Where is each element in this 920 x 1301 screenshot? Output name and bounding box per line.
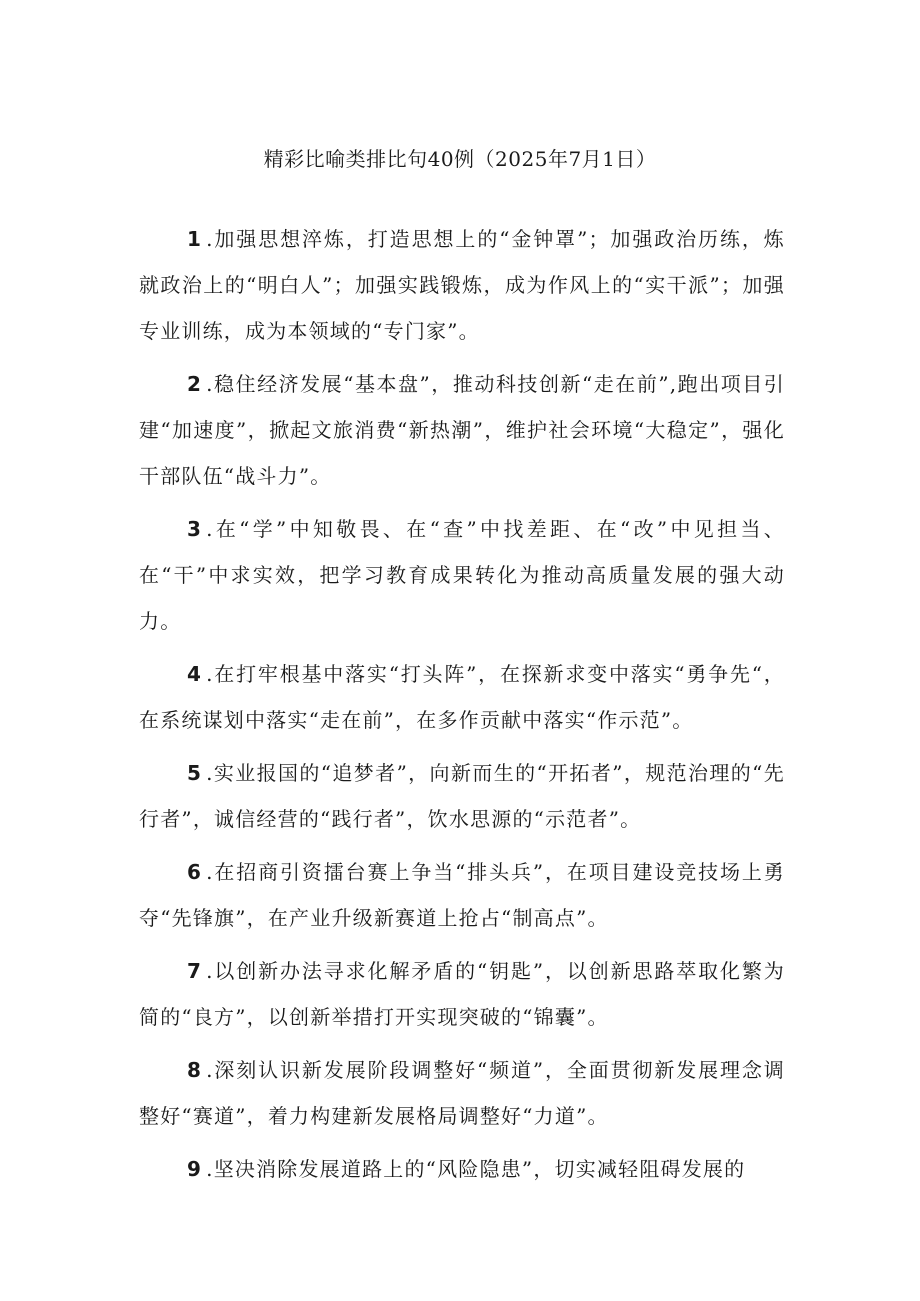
item-number: 2 <box>187 372 203 396</box>
item-separator: . <box>206 372 214 396</box>
item-separator: . <box>206 1058 214 1082</box>
item-text: 以创新办法寻求化解矛盾的“钥匙”，以创新思路萃取化繁为简的“良方”，以创新举措打开实现突破的“锦囊”。 <box>139 959 785 1029</box>
item-separator: . <box>206 860 214 884</box>
item-number: 7 <box>187 959 203 983</box>
item-number: 9 <box>187 1157 203 1181</box>
item-number: 1 <box>187 227 203 251</box>
list-item <box>139 506 785 644</box>
document-title: 精彩比喻类排比句40例（2025年7月1日） <box>263 147 657 171</box>
item-number: 5 <box>187 761 203 785</box>
list-item <box>139 1146 785 1192</box>
list-item <box>139 361 785 499</box>
item-number: 6 <box>187 860 203 884</box>
item-number: 4 <box>187 662 203 686</box>
item-text: 坚决消除发展道路上的“风险隐患”，切实减轻阻碍发展的 <box>213 1157 746 1181</box>
item-text: 实业报国的“追梦者”，向新而生的“开拓者”，规范治理的“先行者”，诚信经营的“践行者”，饮水思源的“示范者”。 <box>139 761 785 831</box>
item-separator: . <box>206 1157 214 1181</box>
document-body <box>139 216 785 1199</box>
item-text: 加强思想淬炼，打造思想上的“金钟罩”；加强政治历练，炼就政治上的“明白人”；加强实践锻炼，成为作风上的“实干派”；加强专业训练，成为本领域的“专门家”。 <box>139 227 785 343</box>
item-text: 在招商引资擂台赛上争当“排头兵”，在项目建设竞技场上勇夺“先锋旗”，在产业升级新赛道上抢占“制高点”。 <box>139 860 785 930</box>
item-text: 在“学”中知敬畏、在“查”中找差距、在“改”中见担当、在“干”中求实效，把学习教育成果转化为推动高质量发展的强大动力。 <box>139 517 785 633</box>
item-separator: . <box>206 227 214 251</box>
list-item <box>139 849 785 941</box>
item-number: 3 <box>187 517 203 541</box>
item-separator: . <box>206 662 214 686</box>
list-item <box>139 750 785 842</box>
item-number: 8 <box>187 1058 203 1082</box>
item-text: 在打牢根基中落实“打头阵”，在探新求变中落实“勇争先“，在系统谋划中落实“走在前”，在多作贡献中落实“作示范”。 <box>139 662 785 732</box>
item-separator: . <box>206 517 214 541</box>
item-separator: . <box>206 959 214 983</box>
list-item <box>139 216 785 354</box>
item-text: 稳住经济发展“基本盘”，推动科技创新“走在前”,跑出项目引建“加速度”，掀起文旅消费“新热潮”，维护社会环境“大稳定”，强化干部队伍“战斗力”。 <box>139 372 785 488</box>
list-item <box>139 948 785 1040</box>
list-item <box>139 1047 785 1139</box>
item-separator: . <box>206 761 214 785</box>
item-text: 深刻认识新发展阶段调整好“频道”，全面贯彻新发展理念调整好“赛道”，着力构建新发展格局调整好“力道”。 <box>139 1058 785 1128</box>
list-item <box>139 651 785 743</box>
